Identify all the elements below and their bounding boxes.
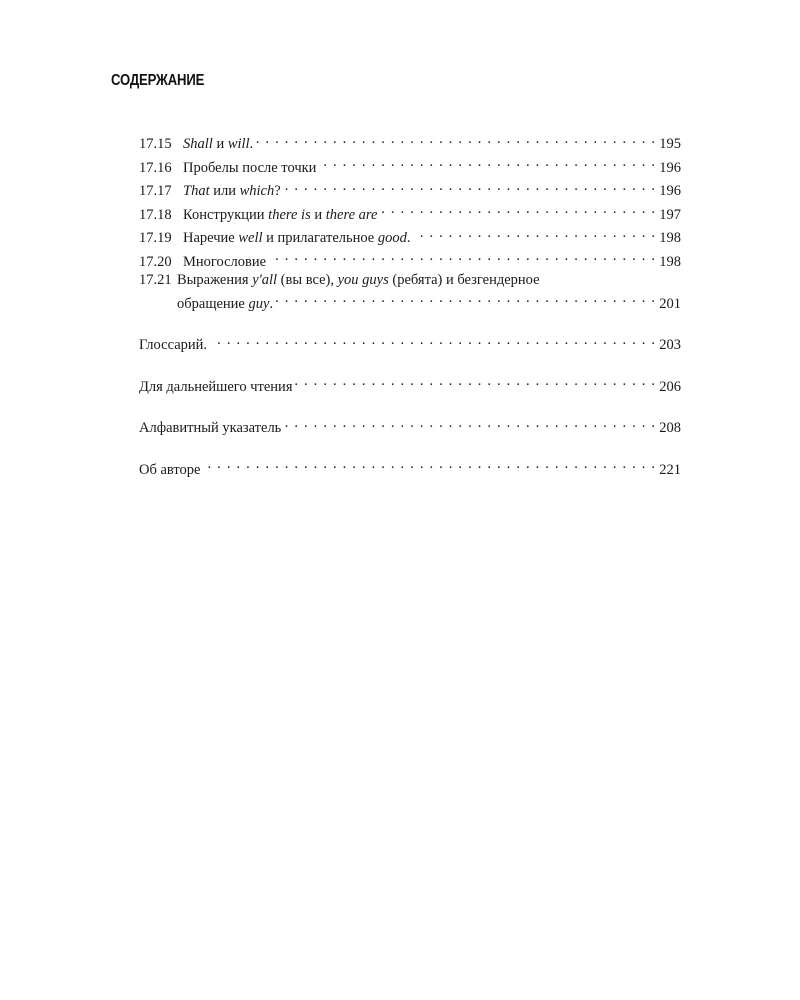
toc-section-title: Глоссарий. [139,337,208,353]
toc-entry-number: 17.21 [139,272,172,288]
dot-leader [210,331,656,349]
title-text: . [406,230,411,246]
title-text: . [269,295,274,312]
toc-section-page: 221 [659,461,681,478]
spacer [139,355,681,373]
toc-section[interactable] [139,373,681,397]
title-text: Наречие [183,230,239,246]
toc-entry-title [177,271,540,290]
toc-section[interactable] [139,331,681,355]
toc-sections [139,313,681,479]
toc-entry-continuation[interactable] [139,290,681,314]
spacer [139,438,681,456]
title-text: обращение [177,295,249,312]
toc-entry-page: 197 [659,206,681,223]
toc-entry-title [183,206,377,225]
title-text: . [249,136,254,152]
title-text: ? [274,183,281,199]
spacer [139,313,681,331]
toc-entry[interactable] [139,224,681,248]
toc-entry-title [183,159,316,178]
toc-entry-title [183,253,266,272]
toc-entry[interactable] [139,248,681,272]
toc-entry-number: 17.20 [139,253,172,270]
title-text: Пробелы после точки [183,159,317,176]
toc-entry-page: 196 [659,183,681,199]
toc-entry-number: 17.15 [139,136,172,152]
toc-entry[interactable] [139,154,681,178]
toc-entry-page: 201 [659,295,681,312]
toc-entry[interactable] [139,177,681,201]
dot-leader [203,456,656,474]
title-text: и прилагательное [262,230,378,246]
dot-leader [256,130,656,148]
dot-leader [295,373,656,391]
toc-section-page: 203 [659,337,681,353]
title-text: (ребята) и безгендерное [388,272,540,288]
title-text: и [310,206,326,223]
toc-section[interactable] [139,456,681,480]
toc-entry[interactable] [139,201,681,225]
toc-entry-title [177,295,273,314]
toc-section-title: Для дальнейшего чтения [139,378,293,395]
toc-section-page: 206 [659,378,681,395]
italic-term: well [238,230,263,246]
title-text: и [212,136,228,152]
page-title: СОДЕРЖАНИЕ [111,72,205,89]
toc-section-title: Алфавитный указатель [139,420,282,436]
toc-entry-title [183,229,410,248]
dot-leader [284,414,656,432]
toc-entry-number: 17.18 [139,206,172,223]
italic-term: y'all [252,272,278,288]
toc-entry-title [183,135,253,154]
italic-term: guy [248,295,270,312]
toc-entry-page: 195 [659,136,681,152]
toc-section-page: 208 [659,420,681,436]
toc-entry[interactable] [139,271,681,290]
italic-term: which [239,183,275,199]
italic-term: you guys [337,272,389,288]
italic-term: good [377,230,407,246]
spacer [139,396,681,414]
italic-term: there are [325,206,378,223]
toc-entry-page: 198 [659,230,681,246]
title-text: или [209,183,240,199]
title-text: (вы все), [277,272,338,288]
italic-term: there is [268,206,311,223]
toc-section[interactable] [139,414,681,438]
title-text: Многословие [183,253,267,270]
dot-leader [319,154,656,172]
dot-leader [276,290,656,308]
toc-entry-number: 17.16 [139,159,172,176]
dot-leader [380,201,656,219]
italic-term: That [183,183,210,199]
toc-entry-title [183,182,281,201]
italic-term: will [227,136,250,152]
title-text: Выражения [177,272,253,288]
dot-leader [413,224,656,242]
dot-leader [284,177,657,195]
toc-entry-number: 17.19 [139,230,172,246]
italic-term: Shall [183,136,213,152]
toc-entry-page: 198 [659,253,681,270]
toc-entries [139,130,681,271]
toc-entry-number: 17.17 [139,183,172,199]
toc-entry-page: 196 [659,159,681,176]
table-of-contents [139,130,681,479]
toc-entry[interactable] [139,130,681,154]
title-text: Конструкции [183,206,269,223]
toc-section-title: Об авторе [139,461,201,478]
dot-leader [269,248,656,266]
